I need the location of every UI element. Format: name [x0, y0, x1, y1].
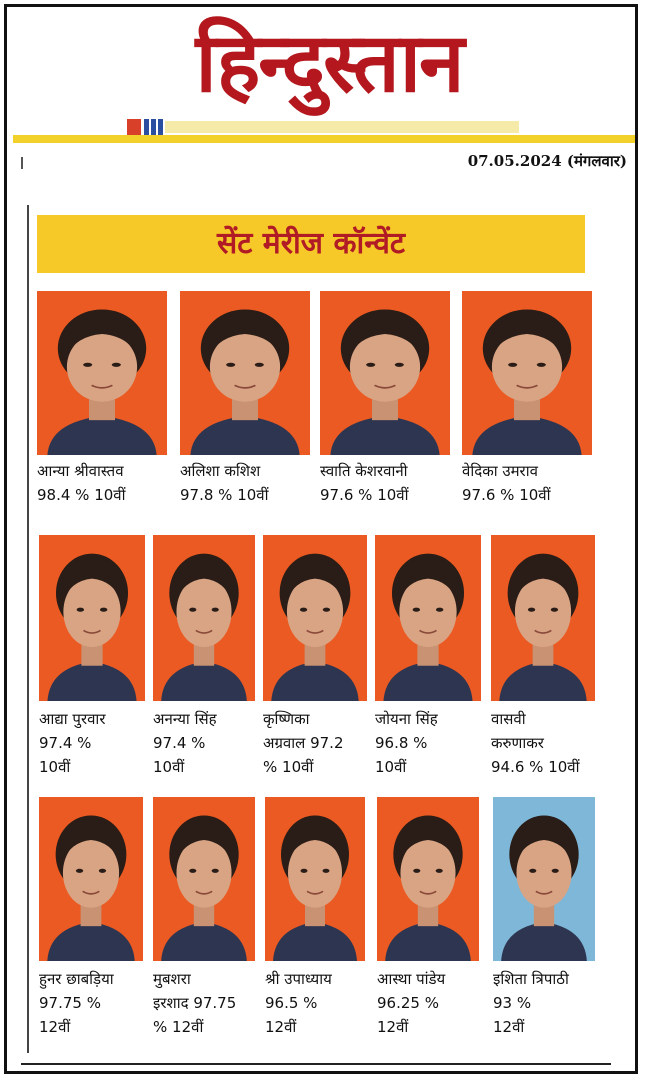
- student-score: इरशाद 97.75: [153, 994, 237, 1012]
- student-class: 94.6 % 10वीं: [491, 758, 580, 776]
- student-score: 96.8 %: [375, 734, 428, 752]
- student-photo: [320, 291, 450, 455]
- portrait-silhouette-icon: [153, 535, 255, 701]
- student-photo: [180, 291, 310, 455]
- student-class: 12वीं: [377, 1018, 409, 1036]
- student-score: करुणाकर: [491, 734, 544, 752]
- student-card: [462, 291, 594, 511]
- student-photo: [265, 797, 365, 961]
- student-name: कृष्णिका: [263, 710, 310, 728]
- student-score: 97.6 % 10वीं: [462, 486, 551, 504]
- portrait-silhouette-icon: [462, 291, 592, 455]
- student-score: 97.4 %: [39, 734, 92, 752]
- student-score: 93 %: [493, 994, 532, 1012]
- student-name: स्वाति केशरवानी: [320, 462, 408, 480]
- masthead-logo: हिन्दुस्तान: [195, 15, 463, 111]
- student-score: 97.6 % 10वीं: [320, 486, 409, 504]
- student-name: हुनर छाबड़िया: [39, 970, 114, 988]
- portrait-silhouette-icon: [39, 797, 143, 961]
- student-name: जोयना सिंह: [375, 710, 438, 728]
- student-name: आद्या पुरवार: [39, 710, 106, 728]
- masthead-rule: [13, 135, 638, 143]
- student-card: [375, 535, 487, 785]
- student-class: 12वीं: [493, 1018, 525, 1036]
- student-card: [320, 291, 452, 511]
- student-name: वेदिका उमराव: [462, 462, 538, 480]
- student-score: 97.75 %: [39, 994, 101, 1012]
- student-name: आस्था पांडेय: [377, 970, 446, 988]
- portrait-silhouette-icon: [37, 291, 167, 455]
- student-photo: [491, 535, 595, 701]
- student-class: 10वीं: [153, 758, 185, 776]
- student-class: 10वीं: [39, 758, 71, 776]
- portrait-silhouette-icon: [320, 291, 450, 455]
- student-card: [153, 535, 263, 785]
- student-card: [265, 797, 375, 1047]
- student-photo: [153, 797, 255, 961]
- portrait-silhouette-icon: [180, 291, 310, 455]
- student-photo: [462, 291, 592, 455]
- portrait-silhouette-icon: [493, 797, 595, 961]
- student-card: [153, 797, 263, 1047]
- student-card: [491, 535, 607, 785]
- student-name: आन्या श्रीवास्तव: [37, 462, 124, 480]
- student-class: 10वीं: [375, 758, 407, 776]
- student-photo: [263, 535, 367, 701]
- portrait-silhouette-icon: [491, 535, 595, 701]
- student-score: 97.8 % 10वीं: [180, 486, 269, 504]
- student-photo: [493, 797, 595, 961]
- portrait-silhouette-icon: [375, 535, 481, 701]
- portrait-silhouette-icon: [377, 797, 479, 961]
- student-card: [39, 535, 149, 785]
- student-name: मुबशरा: [153, 970, 191, 988]
- student-score: 96.25 %: [377, 994, 439, 1012]
- student-photo: [39, 797, 143, 961]
- student-card: [37, 291, 169, 511]
- student-class: % 12वीं: [153, 1018, 204, 1036]
- student-score: अग्रवाल 97.2: [263, 734, 344, 752]
- header-tick: [21, 157, 23, 169]
- student-name: अनन्या सिंह: [153, 710, 217, 728]
- student-class: 12वीं: [265, 1018, 297, 1036]
- student-name: श्री उपाध्याय: [265, 970, 332, 988]
- portrait-silhouette-icon: [39, 535, 145, 701]
- student-card: [493, 797, 605, 1047]
- student-photo: [377, 797, 479, 961]
- student-class: % 10वीं: [263, 758, 314, 776]
- portrait-silhouette-icon: [265, 797, 365, 961]
- school-title: सेंट मेरीज कॉन्वेंट: [37, 215, 585, 273]
- student-photo: [375, 535, 481, 701]
- portrait-silhouette-icon: [153, 797, 255, 961]
- student-card: [180, 291, 312, 511]
- student-name: वासवी: [491, 710, 526, 728]
- student-name: इशिता त्रिपाठी: [493, 970, 569, 988]
- student-card: [39, 797, 149, 1047]
- column-rule: [27, 205, 29, 1053]
- student-card: [377, 797, 487, 1047]
- edition-date: 07.05.2024 (मंगलवार): [467, 152, 627, 170]
- student-photo: [39, 535, 145, 701]
- student-name: अलिशा कशिश: [180, 462, 261, 480]
- student-card: [263, 535, 373, 785]
- masthead-flag-icon: [127, 119, 163, 135]
- student-score: 98.4 % 10वीं: [37, 486, 126, 504]
- student-class: 12वीं: [39, 1018, 71, 1036]
- newspaper-clipping: [4, 4, 638, 1074]
- bottom-rule: [21, 1063, 611, 1065]
- student-photo: [153, 535, 255, 701]
- masthead-ribbon: [165, 121, 519, 133]
- student-score: 97.4 %: [153, 734, 206, 752]
- student-photo: [37, 291, 167, 455]
- student-score: 96.5 %: [265, 994, 318, 1012]
- portrait-silhouette-icon: [263, 535, 367, 701]
